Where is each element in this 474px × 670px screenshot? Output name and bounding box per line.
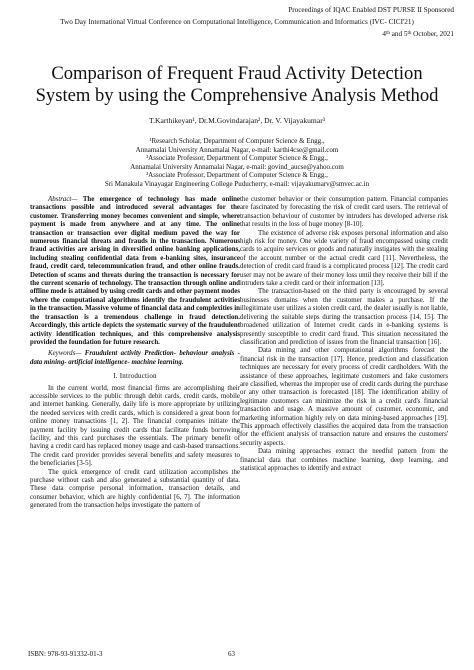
title-line-1: Comparison of Frequent Fraud Activity Detection — [51, 63, 423, 84]
section-heading: I. Introduction — [113, 372, 157, 381]
left-column — [30, 196, 240, 511]
affiliation-line: Annamalai University Annamalai Nagar, e-mail: karthi4cse@gmail.com — [135, 145, 339, 154]
keywords — [30, 350, 240, 367]
keywords-label: Keywords— — [48, 350, 82, 358]
proceedings-line: Proceedings of IQAC Enabled DST PURSE II Sponsored — [288, 6, 454, 14]
body-paragraph: The transaction-based on the third party is encouraged by several businesses domains when the customer makes a purchase. If the illegitimate user utilizes a stolen credit card, the dealer usually is not liable, delivering the suitable steps during the transaction process [14, 15]. The broadened utilization of Internet credit cards in e-banking systems is presently susceptible to credit card fraud. This situation necessitated the classification and prediction of issues from the financial transaction [16]. — [240, 288, 448, 346]
abstract-label: Abstract— — [48, 196, 78, 203]
page-number: 63 — [228, 650, 235, 658]
body-paragraph: Data mining and other computational algorithms forecast the financial risk in the transaction [17]. Hence, prediction and classification techniques are necessary for every process of credit cardholders. With the assistance of these approaches, legitimate customers and fake customers are classified, whereas the improper use of credit cards during the purchase or any other transaction is forecasted [18]. The identification ability of legitimate customers can minimize the risk in a credit card's financial transaction and usage. A massive amount of customer, economic, and marketing information highly rely on data mining-based approaches [19]. This approach effectively classifies the acquired data from the transaction for the efficient analysis of transaction nature and ensures the customers' security aspects. — [240, 347, 448, 447]
abstract — [30, 196, 240, 347]
abstract-text: The emergence of technology has made online transactions possible and introduced several advantages for the customer. Transferring money becomes convenient and simple, where payment is made from anywhere and at any time. The online transaction or transaction over digital medium paved the way for numerous financial threats and frauds in the transaction. Numerous fraud activities are arising in diversified online banking applications, including stealing confidential data from e-banking sites, insurance fraud, credit card, telecommunication fraud, and other online frauds. Detection of scams and threats during the transaction is necessary for the current scenario of technology. The transaction through online and offline mode is attained by using credit cards and other payment modes where the computational algorithms identify the fraudulent activities in the transaction. Massive volume of financial data and complexities in the transaction is a tremendous challenge in fraud detection. Accordingly, this article depicts the systematic survey of the fraudulent activity identification techniques, and this comprehensive analysis provided the foundation for future research. — [30, 196, 240, 346]
body-paragraph: The existence of adverse risk exposes personal information and also high risk for money. One wide variety of fraud encompassed using credit cards to acquire services or goods and naturally instigates with the stealing of the account number or the actual credit card [11]. Nevertheless, the detection of credit card fraud is a complicated process [12]. The credit card user may not be aware of their money loss until they receive their bill if the intruders take a credit card or their information [13]. — [240, 229, 448, 288]
isbn: ISBN: 978-93-91332-01-3 — [28, 650, 103, 658]
affiliation-line: Annamalai University Annamalai Nagar, e-mail: govind_aucse@yahoo.com — [130, 162, 344, 171]
affiliation-line: Sri Manakula Vinayagar Engineering College Puducherry, e-mail: vijayakumarv@smvec.ac.in — [104, 179, 370, 188]
conference-line: Two Day International Virtual Conference on Computational Intelligence, Communication and Informatics (IVC- CICI'21) — [60, 18, 414, 26]
affiliation-line: ²Associate Professor, Department of Computer Science & Engg., — [146, 154, 328, 163]
body-paragraph: the customer behavior or their consumption pattern. Financial companies are fascinated by forecasting the risk of credit card users. The retrieval of transaction behaviour of customer by intruders has developed adverse risk that results in the loss of huge money [8-10]. — [240, 196, 448, 229]
keywords-text: Fraudulent activity Prediction- behaviour analysis - data mining- artificial intelligence- machine learning. — [30, 350, 240, 366]
right-column — [240, 196, 448, 473]
affiliation-line: ¹Research Scholar, Department of Computer Science & Engg., — [149, 137, 325, 145]
body-paragraph: Data mining approaches extract the needful pattern from the financial data that combines machine learning, deep learning, and statistical approaches to identify and extract — [240, 448, 448, 472]
affiliation-line: ³Associate Professor, Department of Computer Science & Engg., — [146, 171, 328, 180]
affiliations — [0, 137, 474, 189]
body-paragraph: The quick emergence of credit card utilization accomplishes the purchase without cash and also generated a substantial quantity of data. These data comprise personal information, transaction details, and consumer behavior, which are highly confidential [6, 7]. The information generated from the transaction helps investigate the pattern of — [30, 468, 240, 510]
author-list: T.Karthikeyan¹, Dr.M.Govindarajan², Dr. V. Vijayakumar³ — [149, 116, 325, 125]
title-line-2: System by using the Comprehensive Analysis Method — [35, 85, 439, 106]
paper-title — [0, 63, 474, 107]
body-paragraph: In the current world, most financial firms are accomplishing their accessible services to the public through debit cards, credit cards, mobile and internet banking. Generally, daily life is more appropriate by utilizing the needed services with credit cards, which is considered a great boon for online money transactions [1, 2]. The financial companies initiate the payment facility by issuing credit cards that facilitate funds borrowing facility, and this card purchases the essentials. The primary benefit of having a credit card has replaced money usage and cash-based transactions. The credit card provider provides several benefits and safety measures to the beneficiaries [3-5]. — [30, 384, 240, 468]
conference-date: 4th and 5th October, 2021 — [382, 30, 454, 38]
